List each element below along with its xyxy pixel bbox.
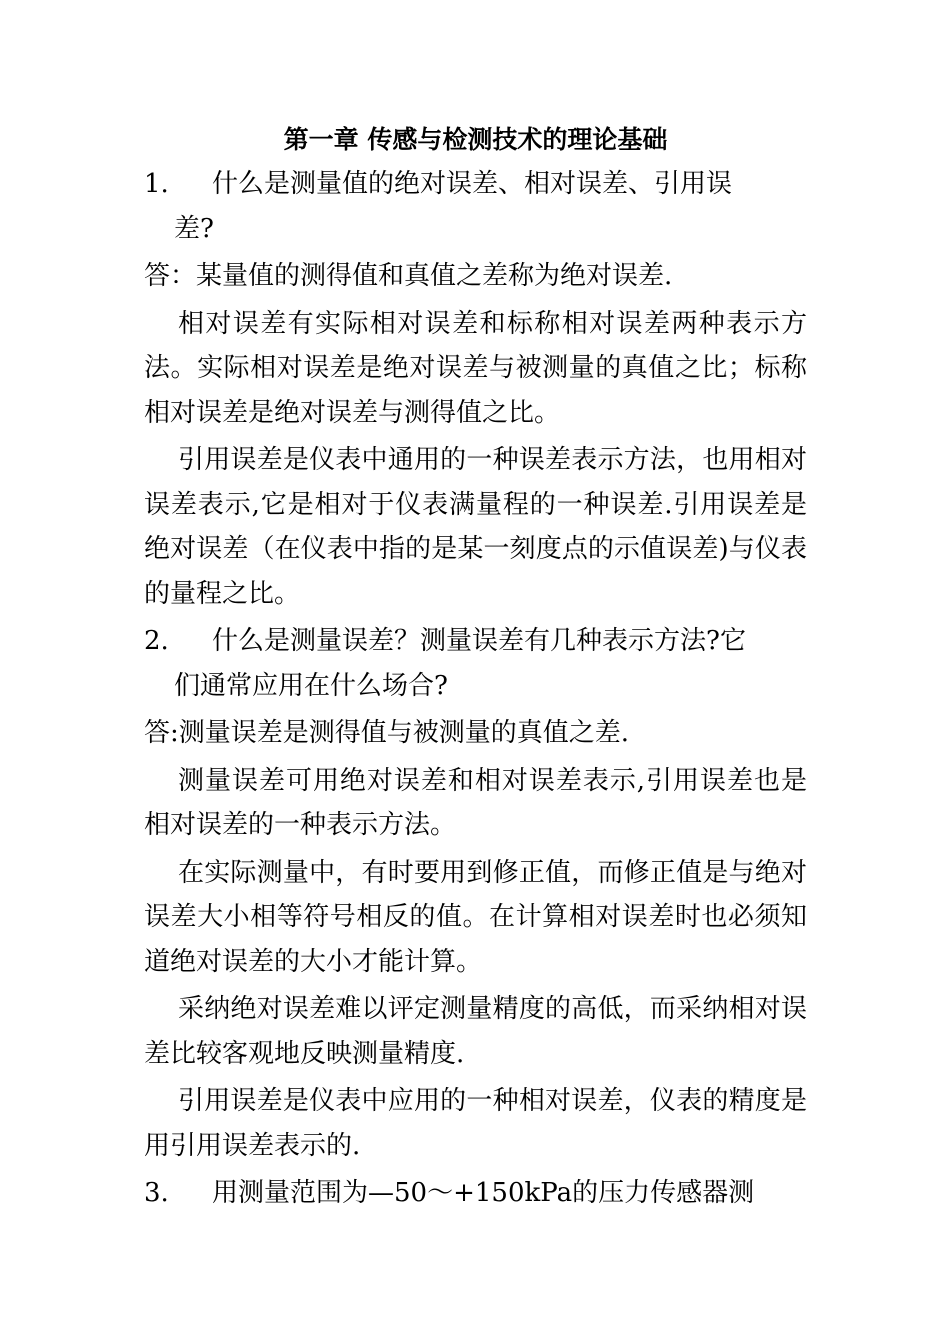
question-1 bbox=[144, 162, 807, 251]
answer-paragraph: 答:测量误差是测得值与被测量的真值之差. bbox=[144, 718, 630, 748]
answer-paragraph: 答：某量值的测得值和真值之差称为绝对误差. bbox=[144, 261, 673, 291]
question-line-1: 什么是测量误差？测量误差有几种表示方法?它 bbox=[212, 626, 746, 656]
question-line-2: 差? bbox=[174, 213, 214, 244]
answer-paragraph: 引用误差是仪表中通用的一种误差表示方法，也用相对误差表示,它是相对于仪表满量程的一种误差.引用误差是绝对误差（在仪表中指的是某一刻度点的示值误差)与仪表的量程之比。 bbox=[144, 445, 807, 609]
question-number: 2. bbox=[144, 626, 169, 656]
chapter-title: 第一章 传感与检测技术的理论基础 bbox=[283, 125, 668, 154]
question-2 bbox=[144, 619, 807, 708]
question-line-1: 用测量范围为—50～+150kPa的压力传感器测 bbox=[212, 1178, 755, 1208]
answer-paragraph: 采纳绝对误差难以评定测量精度的高低，而采纳相对误差比较客观地反映测量精度. bbox=[144, 994, 807, 1069]
document-page bbox=[144, 118, 807, 1216]
question-3 bbox=[144, 1171, 807, 1216]
question-text bbox=[174, 162, 807, 251]
question-line-2: 们通常应用在什么场合? bbox=[174, 670, 448, 701]
question-text bbox=[212, 1171, 807, 1216]
question-text bbox=[174, 619, 807, 708]
question-number: 3. bbox=[144, 1178, 169, 1208]
question-number: 1. bbox=[144, 169, 169, 199]
answer-paragraph: 测量误差可用绝对误差和相对误差表示,引用误差也是相对误差的一种表示方法。 bbox=[144, 765, 807, 840]
answer-paragraph: 相对误差有实际相对误差和标称相对误差两种表示方法。实际相对误差是绝对误差与被测量的真值之比；标称相对误差是绝对误差与测得值之比。 bbox=[144, 308, 807, 428]
answer-paragraph: 在实际测量中，有时要用到修正值，而修正值是与绝对误差大小相等符号相反的值。在计算相对误差时也必须知道绝对误差的大小才能计算。 bbox=[144, 857, 807, 977]
answer-paragraph: 引用误差是仪表中应用的一种相对误差，仪表的精度是用引用误差表示的. bbox=[144, 1086, 807, 1161]
question-line-1: 什么是测量值的绝对误差、相对误差、引用误 bbox=[212, 169, 733, 199]
